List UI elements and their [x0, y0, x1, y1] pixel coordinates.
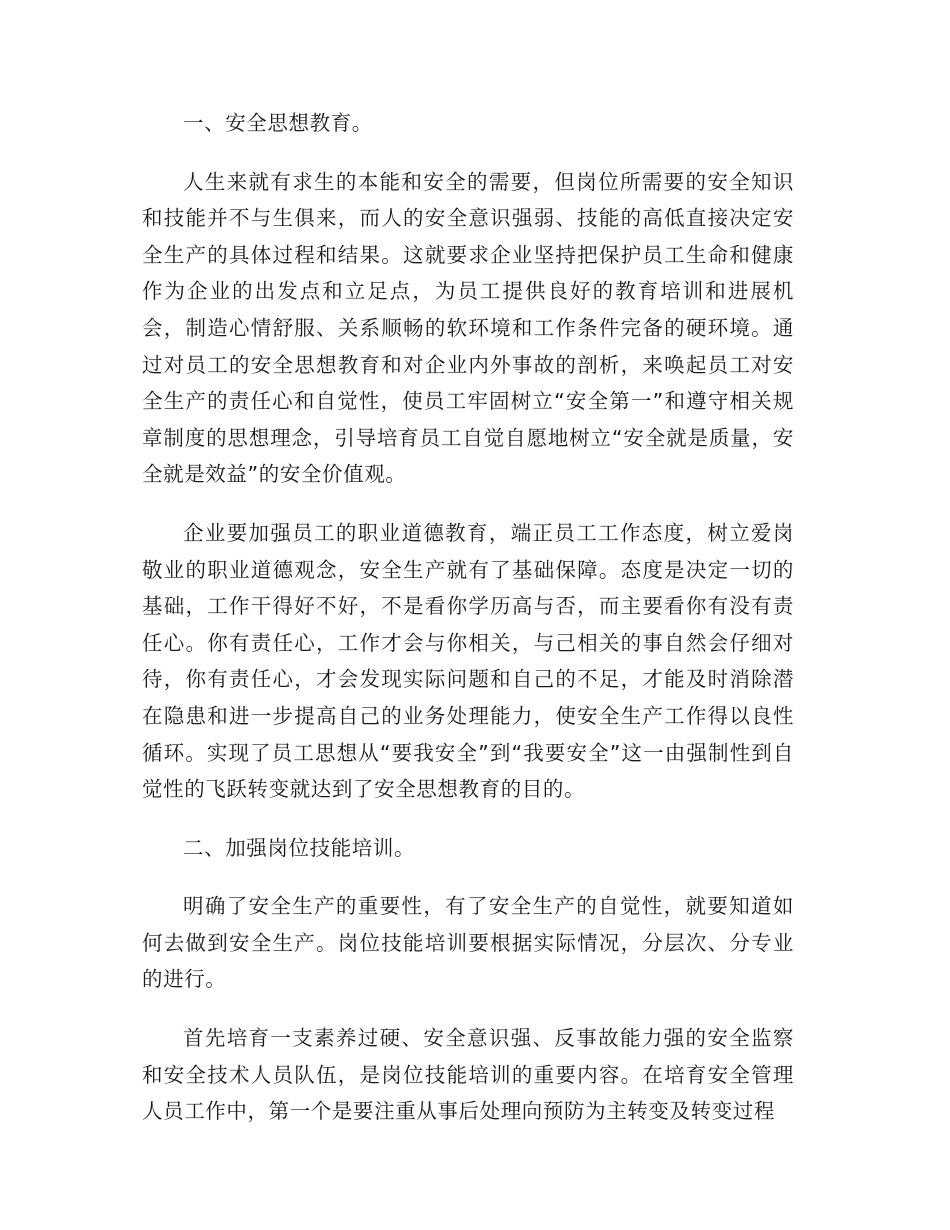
- section-heading-2: 二、加强岗位技能培训。: [183, 835, 416, 860]
- paragraph-2: 企业要加强员工的职业道德教育，端正员工工作态度，树立爱岗敬业的职业道德观念，安全生产就有了基础保障。态度是决定一切的基础，工作干得好不好，不是看你学历高与否，而主要看你有没有责任心。你有责任心，工作才会与你相关，与己相关的事自然会仔细对待，你有责任心，才会发现实际问题和自己的不足，才能及时消除潜在隐患和进一步提高自己的业务处理能力，使安全生产工作得以良性循环。实现了员工思想从“要我安全”到“我要安全”这一由强制性到自觉性的飞跃转变就达到了安全思想教育的目的。: [142, 520, 794, 802]
- section-heading-1: 一、安全思想教育。: [183, 111, 373, 135]
- paragraph-4: 首先培育一支素养过硬、安全意识强、反事故能力强的安全监察和安全技术人员队伍，是岗位技能培训的重要内容。在培育安全管理人员工作中，第一个是要注重从事后处理向预防为主转变及转变过程: [142, 1026, 794, 1124]
- paragraph-1: 人生来就有求生的本能和安全的需要，但岗位所需要的安全知识和技能并不与生俱来，而人的安全意识强弱、技能的高低直接决定安全生产的具体过程和结果。这就要求企业坚持把保护员工生命和健康作为企业的出发点和立足点，为员工提供良好的教育培训和进展机会，制造心情舒服、关系顺畅的软环境和工作条件完备的硬环境。通过对员工的安全思想教育和对企业内外事故的剖析，来唤起员工对安全生产的责任心和自觉性，使员工牢固树立“安全第一”和遵守相关规章制度的思想理念，引导培育员工自觉自愿地树立“安全就是质量，安全就是效益”的安全价值观。: [142, 169, 794, 487]
- document-body: [142, 105, 794, 1152]
- paragraph-3: 明确了安全生产的重要性，有了安全生产的自觉性，就要知道如何去做到安全生产。岗位技能培训要根据实际情况，分层次、分专业的进行。: [142, 894, 794, 992]
